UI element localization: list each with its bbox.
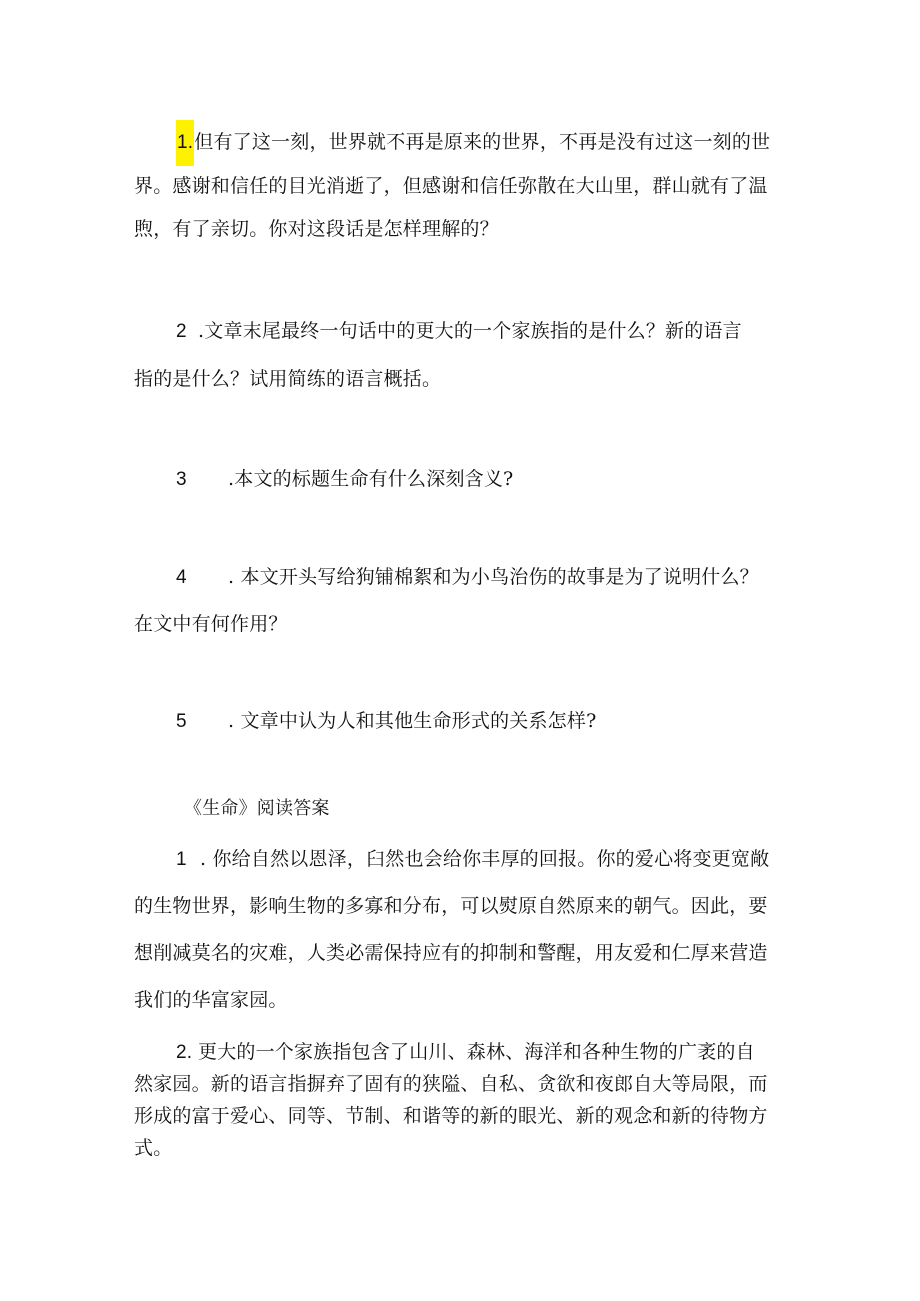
question-3-number: 3 (176, 469, 187, 490)
answer-2-line-4: 式。 (134, 1137, 173, 1159)
question-5-text: . 文章中认为人和其他生命形式的关系怎样? (228, 710, 597, 732)
question-2-line-2: 指的是什么？试用简练的语言概括。 (134, 368, 442, 390)
question-3-line (176, 466, 513, 493)
question-5-number: 5 (176, 711, 187, 732)
answers-title: 《生命》阅读答案 (184, 798, 330, 819)
question-5-line (176, 708, 596, 735)
answer-1-line-3: 想削减莫名的灾难，人类必需保持应有的抑制和警醒，用友爱和仁厚来营造 (134, 942, 768, 964)
answer-1-line-2: 的生物世界，影响生物的多寡和分布，可以熨原自然原来的朝气。因此，要 (134, 895, 768, 917)
question-2-text-1: .文章末尾最终一句话中的更大的一个家族指的是什么？新的语言 (198, 320, 742, 342)
question-2-number: 2 (176, 321, 187, 342)
answer-2-number: 2. (176, 1042, 193, 1063)
answer-1-line-1 (176, 846, 769, 873)
answer-1-number: 1 (176, 849, 187, 870)
answer-1-text-1: . 你给自然以恩泽，臼然也会给你丰厚的回报。你的爱心将变更宽敞 (200, 848, 770, 870)
answer-2-line-1 (176, 1039, 755, 1066)
question-4-line-2: 在文中有何作用？ (134, 613, 288, 635)
answer-1-line-4: 我们的华富家园。 (134, 989, 288, 1011)
question-1-line-1 (176, 120, 770, 166)
question-4-line-1 (176, 564, 759, 591)
question-4-number: 4 (176, 567, 187, 588)
question-1-text-1: 但有了这一刻，世界就不再是原来的世界，不再是没有过这一刻的世 (194, 131, 771, 153)
question-3-text: .本文的标题生命有什么深刻含义? (228, 468, 514, 490)
question-4-text-1: . 本文开头写给狗铺棉絮和为小鸟治伤的故事是为了说明什么？ (228, 566, 759, 588)
question-1-line-2: 界。感谢和信任的目光消逝了，但感谢和信任弥散在大山里，群山就有了温 (134, 175, 768, 197)
question-1-number: 1. (176, 120, 194, 166)
question-1-line-3: 煦，有了亲切。你对这段话是怎样理解的？ (134, 218, 499, 240)
answer-2-text-1: 更大的一个家族指包含了山川、森林、海洋和各种生物的广袤的自 (198, 1041, 755, 1063)
question-2-line-1 (176, 318, 742, 345)
answer-2-line-2: 然家园。新的语言指摒弃了固有的狭隘、自私、贪欲和夜郎自大等局限，而 (134, 1073, 768, 1095)
answer-2-line-3: 形成的富于爱心、同等、节制、和谐等的新的眼光、新的观念和新的待物方 (134, 1105, 768, 1127)
